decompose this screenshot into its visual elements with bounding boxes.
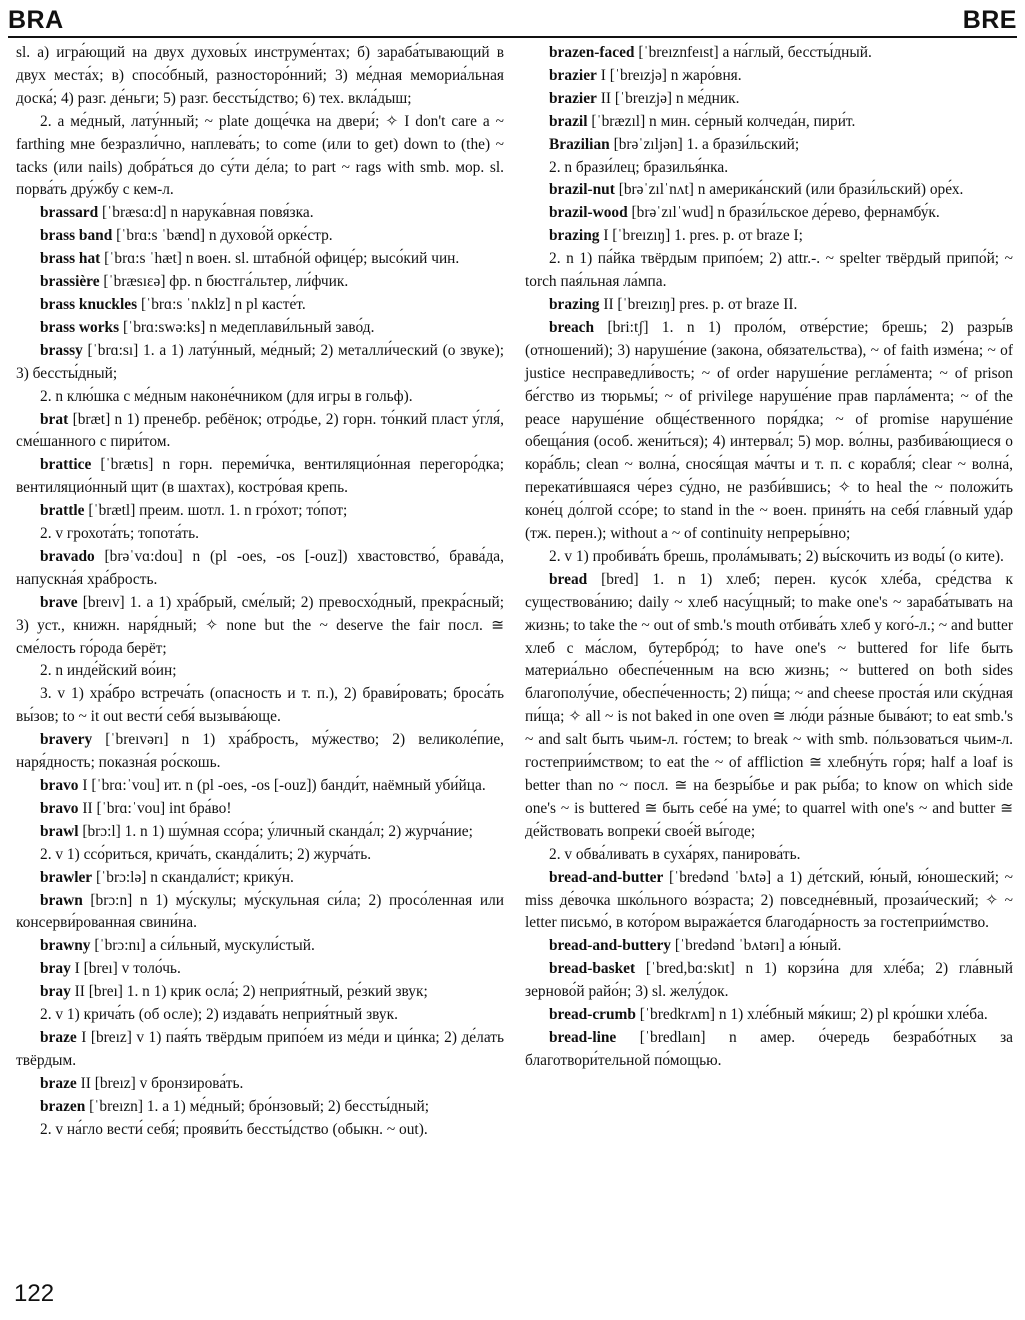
dictionary-entry	[16, 1096, 504, 1119]
entry-text: [ˈbred,bɑ:skıt] n 1) корзи́на для хле́ба; 2) гла́вный зерново́й райо́н; 3) sl. желу́док.	[525, 960, 1013, 1001]
entry-headword: brazing	[549, 295, 600, 313]
entry-text: [ˈbrɑ:sı] 1. а 1) лату́нный, ме́дный; 2) металли́ческий (о звуке); 3) бессты́дный;	[16, 341, 504, 382]
dictionary-entry	[16, 935, 504, 958]
entry-text: 2. n клю́шка с ме́дным наконе́чником (для игры в гольф).	[40, 387, 413, 405]
entry-headword: brazier	[549, 66, 597, 84]
page-header	[0, 0, 1025, 40]
entry-text: [ˈbrɔ:nı] а си́льный, мускули́стый.	[94, 937, 315, 955]
dictionary-entry	[525, 225, 1013, 248]
page-number: 122	[14, 1280, 55, 1307]
entry-text: [brəˈzıljən] 1. а брази́льский;	[613, 135, 800, 153]
entry-headword: brazil	[549, 112, 588, 130]
dictionary-entry	[16, 340, 504, 386]
dictionary-entry	[16, 592, 504, 661]
entry-headword: bravo	[40, 799, 79, 817]
entry-sense	[16, 1004, 504, 1027]
entry-headword: bread	[549, 570, 588, 588]
entry-text: sl. а) игра́ющий на двух духовы́х инструме́нтах; б) зараба́тывающий в двух места́х; в) спосо́бный, разносторо́нний; 3) ме́дная мемориа́льная доска́; 4) разг. де́ньги; 5) разг. бессты́дство; 6) тех. вкла́дыш;	[16, 44, 504, 107]
entry-text: [ˈbrætl] преим. шотл. 1. n гро́хот; то́пот;	[88, 502, 348, 520]
dictionary-entry	[16, 294, 504, 317]
dictionary-entry	[525, 111, 1013, 134]
entry-sense	[525, 157, 1013, 180]
entry-headword: brazen-faced	[549, 44, 635, 61]
entry-text: [ˈbreıvərı] n 1) хра́брость, му́жество; 2) великоле́пие, наря́дность; показна́я ро́скошь.	[16, 731, 504, 772]
entry-text: II [ˈbrɑ:ˈvou] int бра́во!	[82, 799, 232, 817]
entry-text: [ˈbræzıl] n мин. се́рный колчеда́н, пири́т.	[591, 112, 856, 130]
entry-text: [ˈbredkrʌm] n 1) хле́бный мя́киш; 2) pl кро́шки хле́ба.	[639, 1006, 988, 1024]
header-guide-word-left: BRA	[8, 6, 64, 34]
entry-text: II [ˈbreızjə] n ме́дник.	[600, 89, 740, 107]
entry-text: 2. n 1) па́йка твёрдым припо́ем; 2) attr.-. ~ spelter твёрдый припо́й; ~ torch пая́льная ла́мпа.	[525, 250, 1013, 291]
entry-headword: brass knuckles	[40, 295, 138, 313]
entry-text: [ˈbræsɑ:d] n нарука́вная повя́зка.	[102, 204, 314, 222]
header-guide-word-right: BRE	[962, 6, 1017, 34]
dictionary-entry	[16, 729, 504, 775]
entry-text: [bræt] n 1) пренебр. ребёнок; отро́дье, 2) горн. то́нкий пласт у́гля́, сме́шанного с пири́том.	[16, 410, 504, 451]
entry-headword: breach	[549, 318, 595, 336]
dictionary-entry	[16, 500, 504, 523]
entry-text: [brəˈzılˈwud] n брази́льское де́рево, фернамбу́к.	[631, 204, 940, 222]
entry-headword: braze	[40, 1074, 77, 1092]
entry-text: 3. v 1) хра́бро встреча́ть (опасность и т. п.), 2) брави́ровать; броса́ть вы́зов; to ~ it out вести́ себя́ вызыва́юще.	[16, 685, 504, 726]
entry-text: [ˈbreıznfeıst] а на́глый, бессты́дный.	[638, 44, 872, 61]
dictionary-entry	[16, 271, 504, 294]
entry-text: [brəˈvɑ:dou] n (pl -oes, -os [-ouz]) хвастовство́, брава́да, напускна́я хра́брость.	[16, 547, 504, 588]
dictionary-entry	[16, 981, 504, 1004]
entry-text: [brəˈzılˈnʌt] n америка́нский (или брази́льский) оре́х.	[618, 181, 964, 199]
entry-headword: bread-and-butter	[549, 868, 664, 886]
entry-text: 2. v обва́ливать в суха́рях, панирова́ть.	[549, 845, 801, 863]
left-column	[16, 42, 504, 1142]
dictionary-entry	[525, 202, 1013, 225]
entry-headword: Brazilian	[549, 135, 610, 153]
entry-sense	[16, 111, 504, 203]
entry-text: 2. n инде́йский во́ин;	[40, 662, 177, 680]
dictionary-entry	[525, 134, 1013, 157]
dictionary-entry	[525, 42, 1013, 65]
dictionary-entry	[16, 890, 504, 936]
entry-sense	[16, 1119, 504, 1142]
entry-headword: brassière	[40, 273, 100, 291]
dictionary-entry	[16, 775, 504, 798]
entry-headword: brawler	[40, 868, 93, 886]
entry-headword: bravado	[40, 547, 95, 565]
entry-text: [ˈbrɑ:s ˈbænd] n духово́й орке́стр.	[116, 227, 333, 245]
entry-text: [breıv] 1. а 1) хра́брый, сме́лый; 2) превосхо́дный, прекра́сный; 3) уст., книжн. наря́дный; ✧ none but the ~ deserve the fair посл. ≅ сме́лость го́рода берёт;	[16, 593, 504, 657]
entry-text: II [ˈbreızıŋ] pres. p. от braze II.	[603, 295, 798, 313]
entry-sense	[525, 844, 1013, 867]
entry-text: [ˈbredlaın] n амер. о́чередь безрабо́тных за благотвори́тельной по́мощью.	[525, 1028, 1013, 1069]
dictionary-entry	[16, 867, 504, 890]
entry-text: [bred] 1. n 1) хлеб; перен. кусо́к хле́ба, сре́дства к существова́нию; daily ~ хлеб насу́щный; to make one's ~ зараба́тывать на жизнь; to take the ~ out of smb.'s mouth отбива́ть хлеб у кого́-л.; ~ and butter хлеб с ма́слом, бутербро́д; to have one's ~ buttered for life быть материа́льно обеспе́ченным на всю жизнь; ~ buttered on both sides благополу́чие, обеспе́ченность; 2) пи́ща; ~ and cheese проста́я или ску́дная пи́ща; ✧ all ~ is not baked in one oven ≅ лю́ди ра́зные быва́ют; to eat smb.'s ~ and salt быть чьим-л. го́стем; to break ~ with smb. по́льзоваться чьим-л. гостеприи́мством; to eat the ~ of affliction ≅ хлебну́ть го́ря; half a loaf is better than no ~ посл. ≅ на безры́бье и рак ры́ба; to know on which side one's ~ is buttered ≅ быть себе́ на уме́; to quarrel with one's ~ and butter ≅ де́йствовать вопреки́ свое́й вы́годе;	[525, 570, 1013, 840]
dictionary-entry	[16, 409, 504, 455]
entry-sense	[16, 844, 504, 867]
entry-text: [ˈbrɔ:lə] n скандали́ст; крику́н.	[96, 868, 294, 886]
entry-text: [ˈbredənd ˈbʌtərı] а ю́ный.	[674, 937, 842, 955]
header-rule	[8, 36, 1017, 38]
entry-text: [ˈbrɑ:s ˈnʌklz] n pl касте́т.	[140, 295, 306, 313]
entry-text: 2. n брази́лец; бразилья́нка.	[549, 158, 729, 176]
entry-text: I [ˈbreızıŋ] 1. pres. p. от braze I;	[603, 227, 803, 245]
entry-headword: brassard	[40, 204, 99, 222]
entry-headword: brawny	[40, 937, 91, 955]
entry-text: II [breız] v бронзирова́ть.	[80, 1074, 244, 1092]
entry-sense	[525, 546, 1013, 569]
entry-text: I [breı] v толо́чь.	[74, 960, 181, 978]
dictionary-entry	[525, 179, 1013, 202]
entry-text: 2. v на́гло вести́ себя́; прояви́ть бессты́дство (обыкн. ~ out).	[40, 1120, 428, 1138]
entry-text: 2. v 1) пробива́ть брешь, прола́мывать; 2) вы́скочить из воды́ (о ките).	[549, 547, 1004, 565]
dictionary-entry	[16, 225, 504, 248]
entry-headword: bravo	[40, 777, 79, 794]
entry-text: [brɔ:l] 1. n 1) шу́мная ссо́ра; у́личный сканда́л; 2) журча́ние;	[82, 822, 473, 840]
entry-text: I [ˈbrɑ:ˈvou] ит. n (pl -oes, -os [-ouz]) банди́т, наёмный уби́йца.	[82, 777, 486, 794]
entry-text: I [breız] v 1) пая́ть твёрдым припо́ем из ме́ди и ци́нка; 2) де́лать твёрдым.	[16, 1028, 504, 1069]
entry-headword: brass hat	[40, 250, 101, 268]
entry-headword: brawn	[40, 891, 83, 909]
entry-headword: brass band	[40, 227, 113, 245]
dictionary-entry	[525, 935, 1013, 958]
entry-headword: brave	[40, 593, 78, 611]
dictionary-entry	[525, 317, 1013, 546]
entry-headword: brattle	[40, 502, 85, 520]
entry-headword: brazil-wood	[549, 204, 628, 222]
entry-headword: braze	[40, 1028, 77, 1046]
entry-text: [ˈbreızn] 1. а 1) ме́дный; бро́нзовый; 2) бессты́дный;	[89, 1097, 429, 1115]
dictionary-entry	[16, 798, 504, 821]
entry-sense	[16, 683, 504, 729]
entry-headword: brat	[40, 410, 69, 428]
right-column	[525, 42, 1013, 1073]
entry-text: 2. а ме́дный, лату́нный; ~ plate доще́чка на двери́; ✧ I don't care a ~ farthing мне безразли́чно, наплева́ть; to come (или to get) down to (the) ~ tacks (или nails) добра́ться до су́ти де́ла; to part ~ rags with smb. мор. sl. порва́ть дру́жбу с кем-л.	[16, 112, 504, 199]
dictionary-entry	[16, 1073, 504, 1096]
entry-headword: bread-basket	[549, 960, 636, 978]
dictionary-entry	[16, 821, 504, 844]
entry-sense	[16, 523, 504, 546]
entry-headword: bread-and-buttery	[549, 937, 671, 955]
entry-sense	[16, 660, 504, 683]
entry-text: [ˈbrɑ:s ˈhæt] n воен. sl. штабно́й офице́р; высо́кий чин.	[104, 250, 460, 268]
dictionary-entry	[16, 958, 504, 981]
entry-headword: brawl	[40, 822, 79, 840]
dictionary-entry	[525, 958, 1013, 1004]
entry-headword: brattice	[40, 456, 92, 474]
dictionary-entry	[525, 88, 1013, 111]
dictionary-entry	[16, 1027, 504, 1073]
entry-headword: bread-crumb	[549, 1006, 636, 1024]
entry-headword: brazen	[40, 1097, 86, 1115]
entry-headword: bravery	[40, 731, 93, 749]
entry-headword: brassy	[40, 341, 83, 359]
entry-text: [brɔ:n] n 1) му́скулы; му́скульная си́ла; 2) просо́ленная или консерви́рованная свини́на.	[16, 891, 504, 932]
dictionary-entry	[525, 569, 1013, 844]
entry-headword: brazing	[549, 227, 600, 245]
dictionary-entry	[525, 1027, 1013, 1073]
entry-text: [ˈbredənd ˈbʌtə] а 1) де́тский, ю́ный, ю́ношеский; ~ miss де́вочка шко́льного во́зраста; 2) повседне́вный, прозаи́ческий; ✧ ~ letter письмо́, в кото́ром выража́ется благода́рность за гостеприи́мство.	[525, 868, 1013, 932]
entry-text: [bri:tʃ] 1. n 1) проло́м, отве́рстие; брешь; 2) разры́в (отношений); 3) наруше́ние (закона, обязательства), ~ of faith изме́на; ~ of justice несправедли́вость; ~ of order наруше́ние регла́мента; ~ of prison бе́гство из тюрьмы́; ~ of privilege наруше́ние прав парла́мента; ~ of the peace наруше́ние обще́ственного поря́дка; ~ of promise наруше́ние обеща́ния (особ. жени́ться); 4) интерва́л; 5) мор. во́лны, разбива́ющиеся о кора́бль; clean ~ волна́, снося́щая ма́чты и т. п. с корабля́; clear ~ волна́, перекати́вшаяся че́рез су́дно, не разби́вшись; ✧ to heal the ~ положи́ть коне́ц до́лгой ссо́ре; to stand in the ~ воен. приня́ть на себя́ гла́вный уда́р (тж. перен.); without a ~ of continuity непреры́вно;	[525, 318, 1013, 543]
entry-sense	[525, 248, 1013, 294]
entry-sense	[16, 386, 504, 409]
entry-text: [ˈbrætıs] n горн. переми́чка, вентиляцио́нная перегоро́дка; вентиляцио́нный щит (в шахтах), костро́вая крепь.	[16, 456, 504, 497]
dictionary-entry	[16, 202, 504, 225]
entry-headword: brass works	[40, 318, 120, 336]
entry-headword: bread-line	[549, 1028, 617, 1046]
entry-text: I [ˈbreızjə] n жаро́вня.	[600, 66, 742, 84]
dictionary-entry	[16, 546, 504, 592]
entry-sense	[16, 42, 504, 111]
entry-headword: brazil-nut	[549, 181, 615, 199]
entry-headword: brazier	[549, 89, 597, 107]
dictionary-entry	[525, 65, 1013, 88]
entry-text: [ˈbræsıɛə] фр. n бюстга́льтер, ли́фчик.	[103, 273, 349, 291]
entry-text: 2. v 1) крича́ть (об осле); 2) издава́ть неприя́тный звук.	[40, 1006, 398, 1024]
dictionary-entry	[16, 317, 504, 340]
dictionary-entry	[16, 248, 504, 271]
dictionary-entry	[525, 1004, 1013, 1027]
entry-text: 2. v грохота́ть; топота́ть.	[40, 525, 199, 543]
entry-text: II [breı] 1. n 1) крик осла́; 2) неприя́тный, ре́зкий звук;	[74, 983, 428, 1001]
dictionary-entry	[525, 867, 1013, 936]
entry-headword: bray	[40, 983, 71, 1001]
entry-headword: bray	[40, 960, 71, 978]
dictionary-entry	[525, 294, 1013, 317]
dictionary-entry	[16, 454, 504, 500]
entry-text: 2. v 1) ссо́риться, крича́ть, сканда́лить; 2) журча́ть.	[40, 845, 372, 863]
entry-text: [ˈbrɑ:swə:ks] n медеплави́льный заво́д.	[122, 318, 375, 336]
